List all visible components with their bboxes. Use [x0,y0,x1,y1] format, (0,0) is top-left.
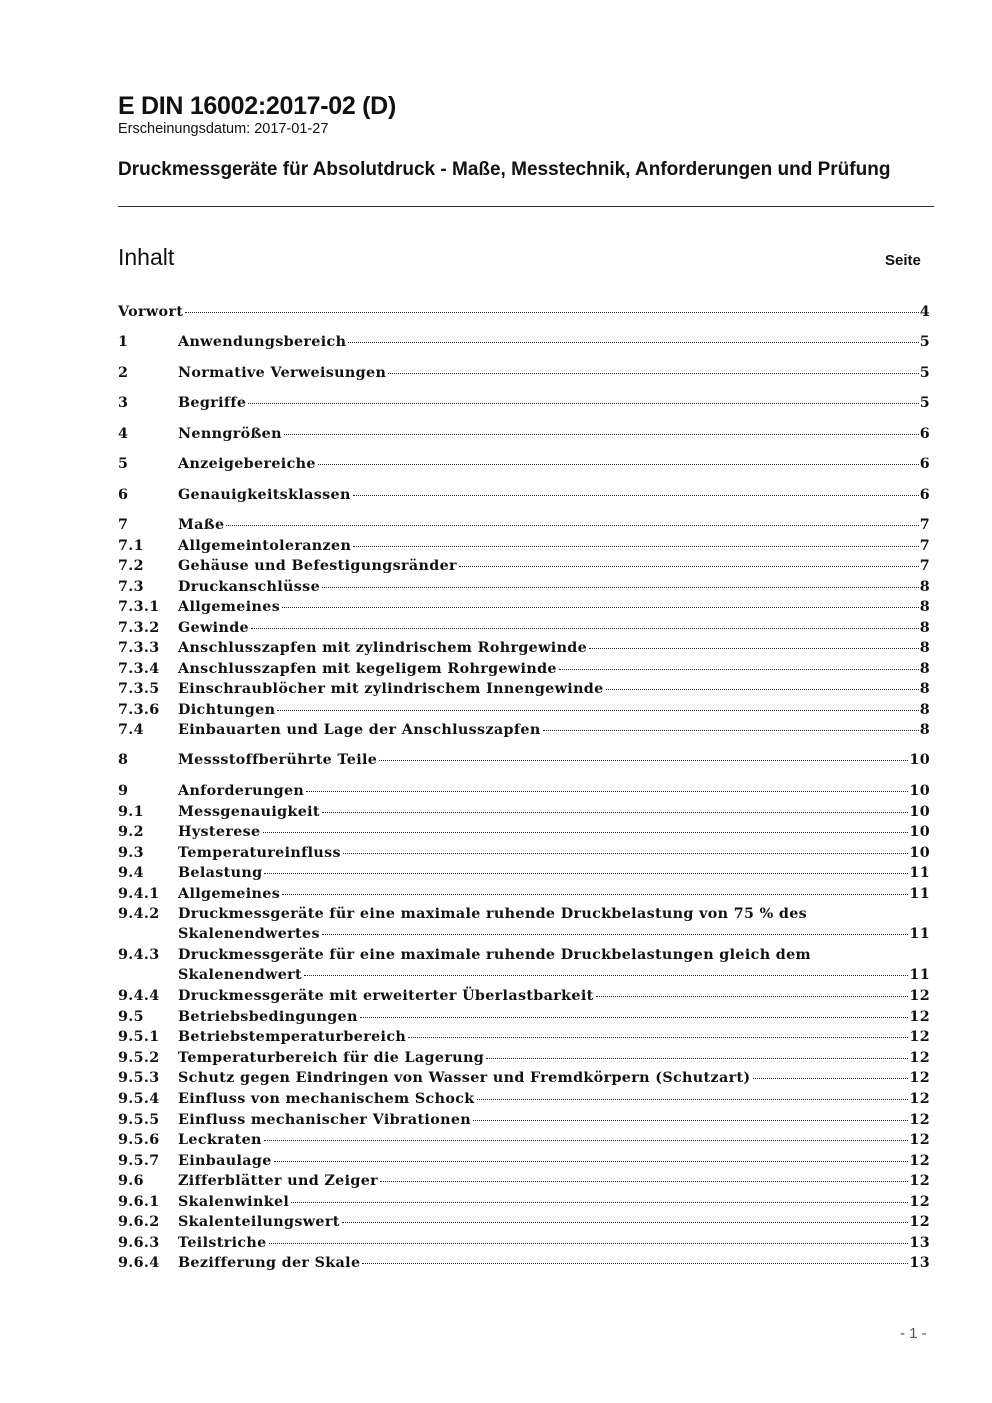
dot-leader [379,760,908,761]
toc-entry-page: 4 [919,304,930,320]
toc-entry-title-line: Druckmessgeräte für eine maximale ruhende Druckbelastungen gleich dem [178,947,812,963]
toc-entry-title: Maße [178,517,225,533]
toc-entry-title: Dichtungen [178,702,276,718]
toc-entry-title: Schutz gegen Eindringen von Wasser und Fremdkörpern (Schutzart) [178,1070,751,1086]
toc-entry-title: Druckmessgeräte mit erweiterter Überlastbarkeit [178,988,594,1004]
dot-leader [251,628,919,629]
toc-entry-page: 5 [919,334,930,350]
toc-entry-number: 6 [118,487,129,503]
toc-entry-page: 8 [919,599,930,615]
toc-entry-number: 9.4.2 [118,906,160,922]
dot-leader [185,312,918,313]
toc-entry-number: 7.3.3 [118,640,160,656]
toc-entry-title: Druckanschlüsse [178,579,321,595]
toc-entry-page: 12 [909,1112,930,1128]
toc-entry-page: 10 [909,824,930,840]
dot-leader [318,464,919,465]
dot-leader [543,730,919,731]
toc-entry-page: 10 [909,783,930,799]
dot-leader [264,873,908,874]
toc-entry-title: Normative Verweisungen [178,365,387,381]
toc-entry-page: 12 [909,1214,930,1230]
dot-leader [408,1037,908,1038]
toc-entry-page: 5 [919,395,930,411]
toc-entry-page: 5 [919,365,930,381]
toc-entry-title: Anzeigebereiche [178,456,316,472]
toc-entry-number: 7.3.1 [118,599,160,615]
toc-entry-number: 9 [118,783,129,799]
toc-entry-number: 9.5.2 [118,1050,160,1066]
toc-entry-title: Skalenendwert [178,967,302,984]
dot-leader [322,587,919,588]
toc-entry-title: Einbaulage [178,1153,272,1169]
toc-entry-title: Einfluss von mechanischem Schock [178,1091,475,1107]
toc-entry-title: Begriffe [178,395,247,411]
toc-entry-title: Einfluss mechanischer Vibrationen [178,1112,472,1128]
toc-entry-number: 9.6.2 [118,1214,160,1230]
dot-leader [226,525,918,526]
toc-entry-title: Nenngrößen [178,426,282,442]
dot-leader [322,812,909,813]
toc-entry-page: 10 [909,845,930,861]
toc-entry-number: 8 [118,752,129,768]
toc-entry-title: Zifferblätter und Zeiger [178,1173,379,1189]
toc-entry-page: 12 [909,1050,930,1066]
dot-leader [274,1161,909,1162]
dot-leader [477,1099,909,1100]
toc-entry-page: 7 [919,538,930,554]
toc-entry-page: 11 [909,926,930,943]
toc-entry-number: 7.4 [118,722,144,738]
toc-entry-page: 11 [909,967,930,984]
toc-entry-number: 7.3.5 [118,681,160,697]
toc-entry-page: 8 [919,661,930,677]
toc-entry-title: Temperaturbereich für die Lagerung [178,1050,485,1066]
toc-entry-page: 10 [909,804,930,820]
toc-entry-number: 2 [118,365,129,381]
toc-entry-number: 9.5.6 [118,1132,160,1148]
dot-leader [473,1120,908,1121]
toc-entry-page: 12 [909,1070,930,1086]
toc-entry-title: Gewinde [178,620,249,636]
toc-entry-title: Bezifferung der Skale [178,1255,361,1271]
toc-entry-number: 9.6 [118,1173,144,1189]
page-number: - 1 - [900,1325,927,1342]
toc-entry-title: Betriebstemperaturbereich [178,1029,407,1045]
toc-entry-title: Skalenteilungswert [178,1214,340,1230]
toc-entry-page: 11 [909,865,930,881]
toc-entry-number: 4 [118,426,129,442]
toc-entry-title: Betriebsbedingungen [178,1009,358,1025]
toc-entry-title: Genauigkeitsklassen [178,487,351,503]
toc-entry-number: 5 [118,456,129,472]
toc-entry-page: 8 [919,702,930,718]
toc-entry-title: Einschraublöcher mit zylindrischem Innengewinde [178,681,604,697]
toc-entry-title: Anforderungen [178,783,305,799]
dot-leader [277,710,918,711]
toc-entry-page: 6 [919,456,930,472]
dot-leader [596,996,909,997]
toc-entry-page: 12 [909,1153,930,1169]
toc-entry-page: 12 [909,1194,930,1210]
toc-entry-title: Hysterese [178,824,261,840]
toc-entry-title: Anschlusszapfen mit zylindrischem Rohrgewinde [178,640,588,656]
toc-entry-number: 1 [118,334,129,350]
toc-entry-page: 10 [909,752,930,768]
toc-entry-title: Skalenwinkel [178,1194,290,1210]
toc-entry-page: 6 [919,426,930,442]
toc-entry-number: 9.5.3 [118,1070,160,1086]
document-title: E DIN 16002:2017-02 (D) [118,92,396,120]
document-subject: Druckmessgeräte für Absolutdruck - Maße, Messtechnik, Anforderungen und Prüfung [118,159,891,180]
dot-leader [360,1017,909,1018]
toc-entry-number: 9.6.1 [118,1194,160,1210]
toc-entry-page: 12 [909,1029,930,1045]
dot-leader [264,1140,909,1141]
toc-entry-number: 9.3 [118,845,144,861]
toc-entry-page: 8 [919,681,930,697]
toc-entry-number: 7.3.4 [118,661,160,677]
toc-entry-title: Anwendungsbereich [178,334,347,350]
toc-entry-page: 12 [909,1132,930,1148]
toc-entry-number: 7.2 [118,558,144,574]
dot-leader [282,894,908,895]
toc-entry-title: Skalenendwertes [178,926,320,943]
toc-entry-title: Anschlusszapfen mit kegeligem Rohrgewinde [178,661,557,677]
toc-page-column-heading: Seite [885,252,921,269]
toc-entry-page: 13 [909,1255,930,1271]
toc-entry-title: Gehäuse und Befestigungsränder [178,558,457,574]
dot-leader [380,1181,908,1182]
dot-leader [282,607,919,608]
toc-entry-number: 9.4.1 [118,886,160,902]
dot-leader [342,1222,909,1223]
toc-entry-title: Allgemeines [178,599,281,615]
dot-leader [388,373,918,374]
toc-entry-page: 8 [919,722,930,738]
toc-entry-number: 9.4.3 [118,947,160,963]
dot-leader [589,648,919,649]
toc-entry-number: 7.3.6 [118,702,160,718]
toc-entry-page: 8 [919,640,930,656]
dot-leader [362,1263,908,1264]
toc-entry-title: Vorwort [118,304,184,320]
toc-entry-title: Allgemeintoleranzen [178,538,352,554]
toc-entry-title: Teilstriche [178,1235,267,1251]
toc-entry-page: 12 [909,988,930,1004]
toc-entry-number: 9.2 [118,824,144,840]
dot-leader [459,566,919,567]
dot-leader [284,434,919,435]
toc-entry-page: 8 [919,620,930,636]
dot-leader [304,975,908,976]
toc-entry-number: 7.3 [118,579,144,595]
toc-entry-title: Messgenauigkeit [178,804,320,820]
toc-entry-page: 12 [909,1009,930,1025]
toc-entry-title: Messstoffberührte Teile [178,752,378,768]
toc-entry-page: 12 [909,1091,930,1107]
dot-leader [353,495,919,496]
toc-entry-title: Allgemeines [178,886,281,902]
toc-entry-number: 7 [118,517,129,533]
dot-leader [291,1202,908,1203]
toc-entry-number: 9.4.4 [118,988,160,1004]
toc-entry-number: 7.3.2 [118,620,160,636]
toc-entry-page: 7 [919,558,930,574]
toc-entry-number: 3 [118,395,129,411]
toc-entry-number: 9.5.4 [118,1091,160,1107]
toc-entry-number: 9.5.1 [118,1029,160,1045]
toc-entry-page: 7 [919,517,930,533]
dot-leader [353,546,918,547]
toc-entry-title: Leckraten [178,1132,262,1148]
toc-heading: Inhalt [118,244,175,270]
toc-entry-title: Temperatureinfluss [178,845,341,861]
toc-entry-number: 7.1 [118,538,144,554]
dot-leader [263,832,909,833]
publication-date: Erscheinungsdatum: 2017-01-27 [118,121,329,137]
toc-entry-number: 9.5.5 [118,1112,160,1128]
dot-leader [269,1243,909,1244]
toc-entry-number: 9.5 [118,1009,144,1025]
header-divider [118,206,934,207]
dot-leader [306,791,908,792]
toc-entry-page: 6 [919,487,930,503]
toc-entry-page: 11 [909,886,930,902]
toc-entry-title-line: Druckmessgeräte für eine maximale ruhende Druckbelastung von 75 % des [178,906,808,922]
dot-leader [753,1078,909,1079]
dot-leader [322,934,909,935]
toc-entry-title: Belastung [178,865,263,881]
dot-leader [486,1058,908,1059]
toc-entry-number: 9.6.4 [118,1255,160,1271]
dot-leader [559,669,919,670]
dot-leader [606,689,919,690]
toc-entry-number: 9.1 [118,804,144,820]
toc-entry-title: Einbauarten und Lage der Anschlusszapfen [178,722,541,738]
dot-leader [348,342,918,343]
toc-entry-page: 8 [919,579,930,595]
toc-entry-page: 13 [909,1235,930,1251]
dot-leader [343,853,908,854]
toc-entry-page: 12 [909,1173,930,1189]
toc-entry-number: 9.6.3 [118,1235,160,1251]
toc-entry-number: 9.5.7 [118,1153,160,1169]
dot-leader [248,403,918,404]
toc-entry-number: 9.4 [118,865,144,881]
